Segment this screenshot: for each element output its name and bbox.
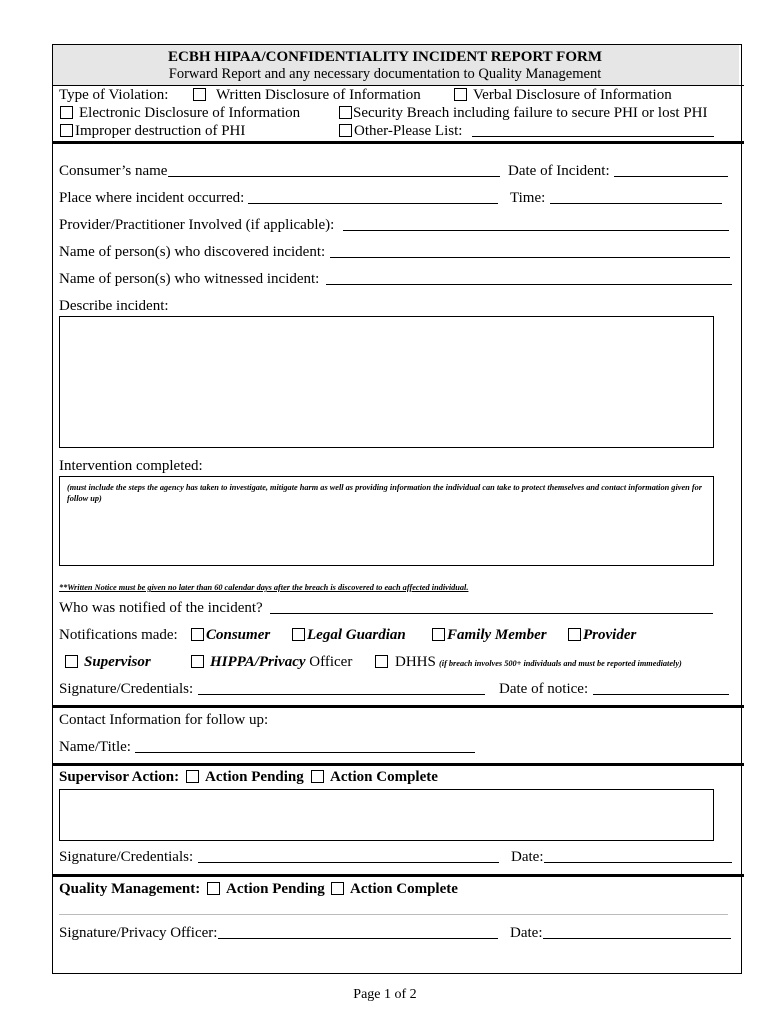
quality-date-field[interactable] [543,938,731,939]
consumer-name-label: Consumer’s name [59,163,168,179]
other-violation-label: Other-Please List: [354,123,463,139]
improper-destruction-label: Improper destruction of PHI [75,123,246,139]
legal-guardian-checkbox[interactable] [292,628,305,641]
security-breach-checkbox[interactable] [339,106,352,119]
supervisor-date-label: Date: [511,849,544,865]
provider-field[interactable] [343,230,729,231]
notify-signature-field[interactable] [198,694,485,695]
supervisor-complete-label: Action Complete [330,769,438,785]
witnessed-label: Name of person(s) who witnessed incident: [59,271,320,287]
header-divider [52,85,744,86]
place-field[interactable] [248,203,498,204]
describe-incident-textarea[interactable] [59,316,714,448]
discovered-field[interactable] [330,257,730,258]
time-field[interactable] [550,203,722,204]
provider-label: Provider [583,627,637,643]
contact-label: Contact Information for follow up: [59,712,269,728]
name-title-field[interactable] [135,752,475,753]
consumer-checkbox[interactable] [191,628,204,641]
other-violation-field[interactable] [472,136,714,137]
written-notice-note: **Written Notice must be given no later than 60 calendar days after the breach is discovered to each affected individual. [59,583,469,592]
security-breach-label: Security Breach including failure to secure PHI or lost PHI [353,105,708,121]
legal-guardian-label: Legal Guardian [307,627,406,643]
notify-signature-label: Signature/Credentials: [59,681,194,697]
other-violation-checkbox[interactable] [339,124,352,137]
name-title-label: Name/Title: [59,739,131,755]
dhhs-checkbox[interactable] [375,655,388,668]
consumer-label: Consumer [206,627,271,643]
dhhs-label: DHHS [395,654,436,670]
provider-label: Provider/Practitioner Involved (if applicable): [59,217,335,233]
hippa-privacy-checkbox[interactable] [191,655,204,668]
notifications-label: Notifications made: [59,627,178,643]
quality-notes-field[interactable] [59,914,728,915]
describe-label: Describe incident: [59,298,169,314]
section-divider [52,874,744,877]
time-label: Time: [510,190,546,206]
who-notified-label: Who was notified of the incident? [59,600,263,616]
written-disclosure-label: Written Disclosure of Information [216,87,421,103]
supervisor-checkbox[interactable] [65,655,78,668]
privacy-officer-signature-field[interactable] [218,938,498,939]
date-of-incident-field[interactable] [614,176,728,177]
supervisor-pending-label: Action Pending [205,769,304,785]
section-divider [52,763,744,766]
intervention-label: Intervention completed: [59,458,203,474]
verbal-disclosure-checkbox[interactable] [454,88,467,101]
discovered-label: Name of person(s) who discovered incident: [59,244,326,260]
intervention-instructions: (must include the steps the agency has taken to investigate, mitigate harm as well as providing information the individual can take to protect themselves and contact information given for follow up) [67,483,702,503]
supervisor-action-label: Supervisor Action: [59,769,180,785]
electronic-disclosure-checkbox[interactable] [60,106,73,119]
page-number: Page 1 of 2 [353,987,417,1002]
quality-complete-checkbox[interactable] [331,882,344,895]
who-notified-field[interactable] [270,613,713,614]
electronic-disclosure-label: Electronic Disclosure of Information [79,105,301,121]
date-of-notice-label: Date of notice: [499,681,589,697]
verbal-disclosure-label: Verbal Disclosure of Information [473,87,672,103]
quality-pending-checkbox[interactable] [207,882,220,895]
quality-pending-label: Action Pending [226,881,325,897]
supervisor-label: Supervisor [84,654,151,670]
form-title: ECBH HIPAA/CONFIDENTIALITY INCIDENT REPORT FORM [168,49,602,65]
family-member-label: Family Member [447,627,547,643]
family-member-checkbox[interactable] [432,628,445,641]
date-of-notice-field[interactable] [593,694,729,695]
supervisor-signature-label: Signature/Credentials: [59,849,194,865]
supervisor-action-textarea[interactable] [59,789,714,841]
section-divider [52,705,744,708]
quality-date-label: Date: [510,925,543,941]
hippa-privacy-label: HIPPA/Privacy Officer [210,654,353,670]
place-label: Place where incident occurred: [59,190,245,206]
violation-label: Type of Violation: [59,87,169,103]
section-divider [52,141,744,144]
supervisor-date-field[interactable] [544,862,732,863]
improper-destruction-checkbox[interactable] [60,124,73,137]
consumer-name-field[interactable] [168,176,500,177]
supervisor-pending-checkbox[interactable] [186,770,199,783]
privacy-officer-signature-label: Signature/Privacy Officer: [59,925,218,941]
witnessed-field[interactable] [326,284,732,285]
quality-complete-label: Action Complete [350,881,458,897]
date-of-incident-label: Date of Incident: [508,163,610,179]
quality-management-label: Quality Management: [59,881,201,897]
provider-checkbox[interactable] [568,628,581,641]
supervisor-complete-checkbox[interactable] [311,770,324,783]
form-subtitle: Forward Report and any necessary documentation to Quality Management [168,66,602,82]
dhhs-note: (if breach involves 500+ individuals and must be reported immediately) [439,659,682,668]
written-disclosure-checkbox[interactable] [193,88,206,101]
supervisor-signature-field[interactable] [198,862,499,863]
